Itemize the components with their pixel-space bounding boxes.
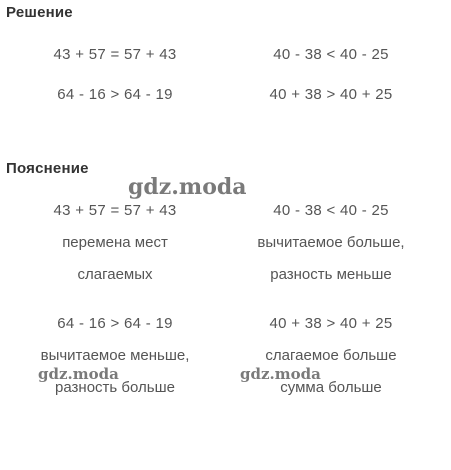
explanation-expression: 43 + 57 = 57 + 43 <box>53 202 177 219</box>
explanation-expression: 40 + 38 > 40 + 25 <box>269 315 393 332</box>
explanation-expression: 40 - 38 < 40 - 25 <box>273 202 389 219</box>
explanation-note: разность больше <box>55 379 175 396</box>
solution-expression: 43 + 57 = 57 + 43 <box>53 46 177 63</box>
explanation-heading: Пояснение <box>6 160 89 177</box>
solution-expression: 64 - 16 > 64 - 19 <box>57 86 173 103</box>
explanation-note: слагаемое больше <box>265 347 397 364</box>
explanation-note: вычитаемое больше, <box>257 234 405 251</box>
watermark: gdz.moda <box>128 174 247 200</box>
explanation-note: вычитаемое меньше, <box>40 347 190 364</box>
watermark: gdz.moda <box>240 365 321 383</box>
solution-heading: Решение <box>6 4 73 21</box>
explanation-note: разность меньше <box>270 266 392 283</box>
explanation-note: слагаемых <box>77 266 153 283</box>
explanation-expression: 64 - 16 > 64 - 19 <box>57 315 173 332</box>
explanation-note: перемена мест <box>62 234 168 251</box>
solution-expression: 40 + 38 > 40 + 25 <box>269 86 393 103</box>
solution-expression: 40 - 38 < 40 - 25 <box>273 46 389 63</box>
explanation-note: сумма больше <box>280 379 382 396</box>
watermark: gdz.moda <box>38 365 119 383</box>
